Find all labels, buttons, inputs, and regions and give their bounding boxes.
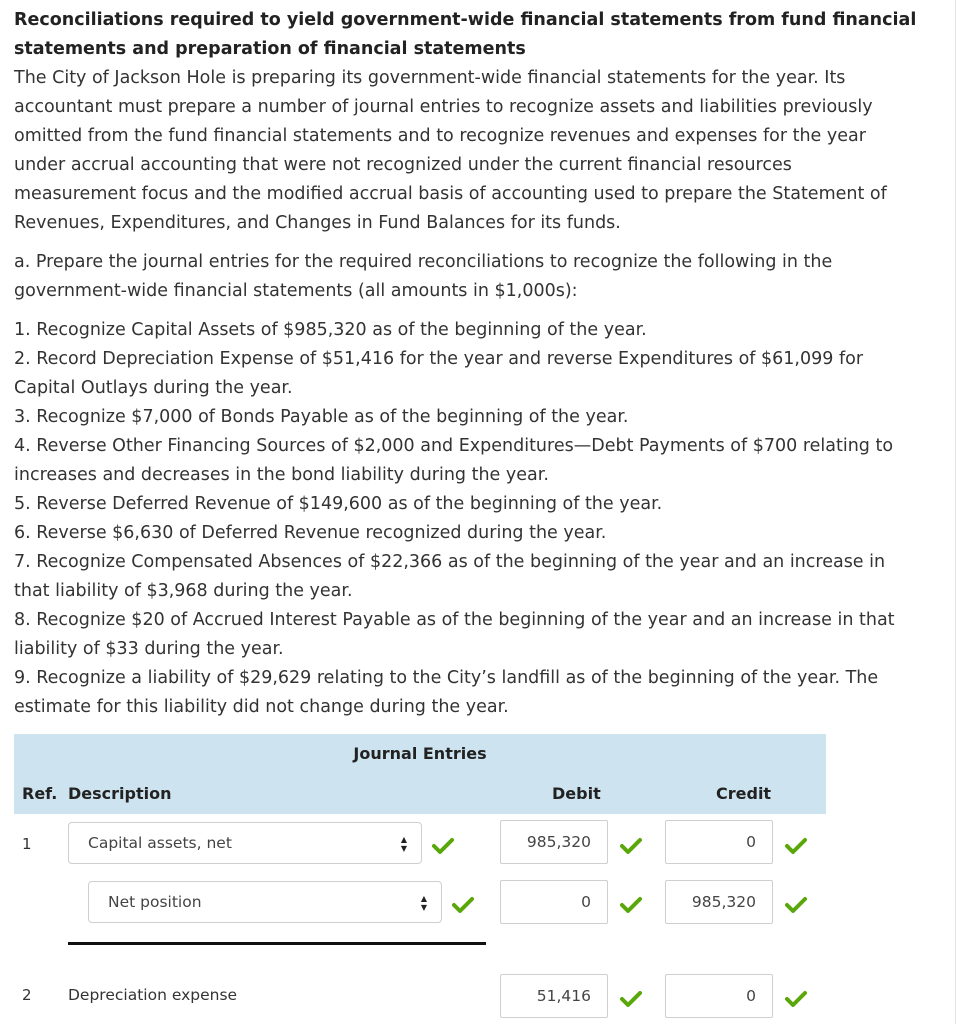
problem-intro: The City of Jackson Hole is preparing its government-wide financial statements for the year. Its accountant must prepare a number of journal entries to recognize assets and liabilities previously omitted from the fund financial statements and to recognize revenues and expenses for the year under accrual accounting that were not recognized under the current financial resources measurement focus and the modified accrual basis of accounting used to prepare the Statement of Revenues, Expenditures, and Changes in Fund Balances for its funds. bbox=[14, 68, 887, 233]
checkmark-icon bbox=[785, 990, 807, 1008]
debit-input[interactable]: 0 bbox=[500, 880, 608, 924]
checkmark-icon bbox=[620, 837, 642, 855]
list-item: 1. Recognize Capital Assets of $985,320 as of the beginning of the year. bbox=[14, 320, 647, 340]
journal-header bbox=[14, 734, 826, 814]
list-item: 3. Recognize $7,000 of Bonds Payable as of the beginning of the year. bbox=[14, 407, 629, 427]
checkmark-icon bbox=[620, 990, 642, 1008]
account-select-value: Capital assets, net bbox=[88, 834, 232, 852]
list-item: 5. Reverse Deferred Revenue of $149,600 as of the beginning of the year. bbox=[14, 494, 663, 514]
updown-arrow-icon: ▲ ▼ bbox=[400, 835, 407, 853]
account-select[interactable] bbox=[68, 822, 422, 864]
checkmark-icon bbox=[785, 837, 807, 855]
account-select[interactable] bbox=[88, 881, 442, 923]
list-item: 9. Recognize a liability of $29,629 relating to the City’s landfill as of the beginning of the year. The estimate for this liability did not change during the year. bbox=[14, 668, 879, 717]
requirements-list bbox=[14, 316, 919, 722]
list-item: 4. Reverse Other Financing Sources of $2,000 and Expenditures—Debt Payments of $700 relating to increases and decreases in the bond liability during the year. bbox=[14, 436, 894, 485]
checkmark-icon bbox=[432, 837, 454, 855]
entry-ref: 1 bbox=[22, 835, 32, 853]
checkmark-icon bbox=[452, 896, 474, 914]
page-border bbox=[955, 0, 956, 1024]
journal-title: Journal Entries bbox=[353, 744, 487, 763]
checkmark-icon bbox=[785, 896, 807, 914]
problem-text bbox=[14, 6, 919, 722]
entry-separator bbox=[68, 942, 486, 945]
debit-input[interactable]: 985,320 bbox=[500, 820, 608, 864]
list-item: 7. Recognize Compensated Absences of $22,366 as of the beginning of the year and an increase in that liability of $3,968 during the year. bbox=[14, 552, 886, 601]
problem-heading: Reconciliations required to yield government-wide financial statements from fund financial statements and preparation of financial statements bbox=[14, 10, 917, 59]
account-select-value: Net position bbox=[108, 893, 202, 911]
debit-column-header: Debit bbox=[552, 784, 601, 803]
entry-ref: 2 bbox=[22, 986, 32, 1004]
credit-column-header: Credit bbox=[716, 784, 772, 803]
debit-input[interactable]: 51,416 bbox=[500, 974, 608, 1018]
journal-entries-table bbox=[14, 734, 826, 1024]
checkmark-icon bbox=[620, 896, 642, 914]
list-item: 6. Reverse $6,630 of Deferred Revenue recognized during the year. bbox=[14, 523, 607, 543]
problem-instruction: a. Prepare the journal entries for the required reconciliations to recognize the following in the government-wide financial statements (all amounts in $1,000s): bbox=[14, 252, 833, 301]
ref-column-header: Ref. bbox=[22, 784, 58, 803]
list-item: 2. Record Depreciation Expense of $51,416 for the year and reverse Expenditures of $61,099 for Capital Outlays during the year. bbox=[14, 349, 864, 398]
list-item: 8. Recognize $20 of Accrued Interest Payable as of the beginning of the year and an increase in that liability of $33 during the year. bbox=[14, 610, 895, 659]
updown-arrow-icon: ▲ ▼ bbox=[420, 894, 427, 912]
description-column-header: Description bbox=[68, 784, 172, 803]
credit-input[interactable]: 0 bbox=[665, 974, 773, 1018]
account-description: Depreciation expense bbox=[68, 986, 238, 1004]
credit-input[interactable]: 0 bbox=[665, 820, 773, 864]
credit-input[interactable]: 985,320 bbox=[665, 880, 773, 924]
